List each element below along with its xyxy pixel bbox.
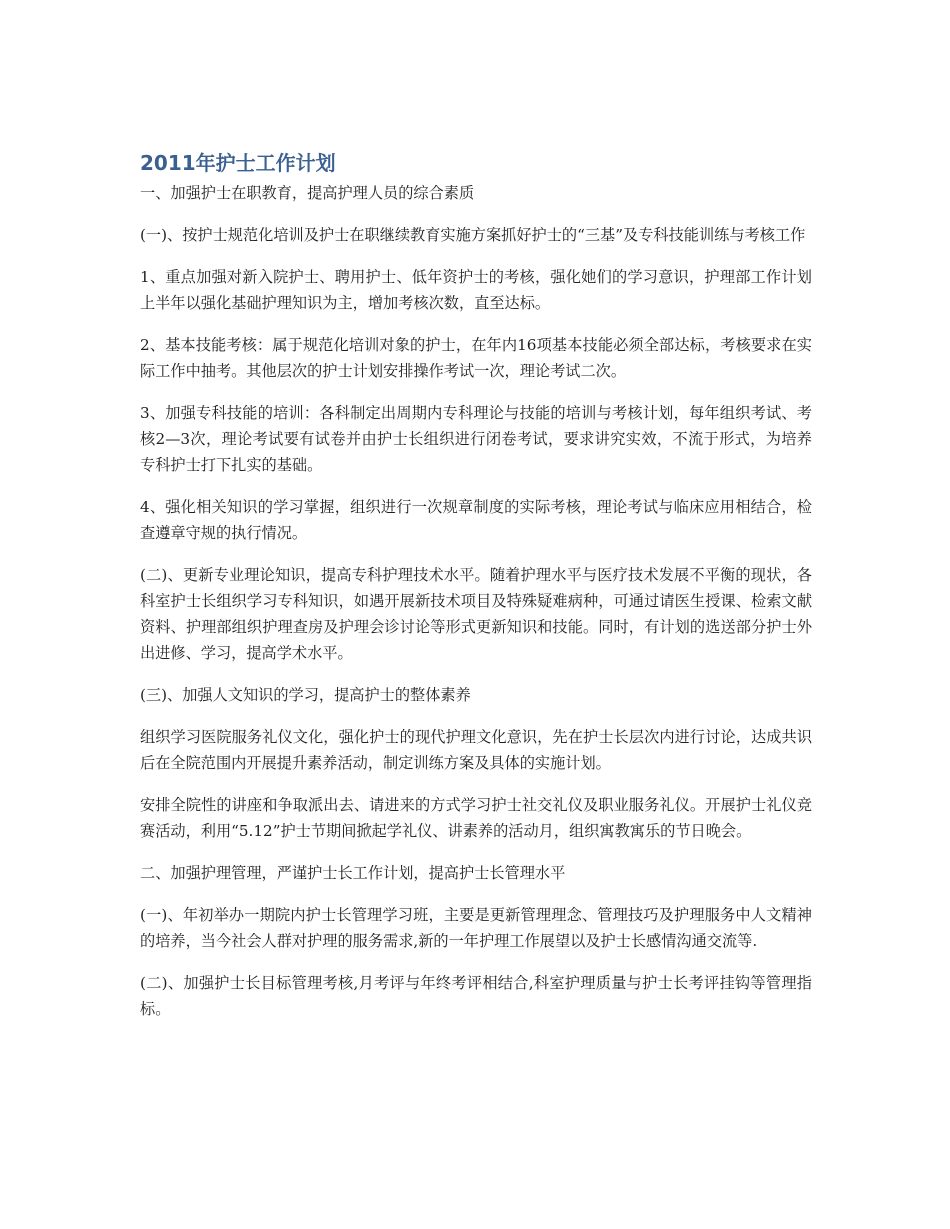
document-title: 2011年护士工作计划 xyxy=(140,151,336,175)
section-heading-2: 二、加强护理管理，严谨护士长工作计划，提高护士长管理水平 xyxy=(140,864,566,882)
subsection-paragraph-2-1: (一)、年初举办一期院内护士长管理学习班，主要是更新管理理念、管理技巧及护理服务中人文精神的培养，当今社会人群对护理的服务需求,新的一年护理工作展望以及护士长感情沟通交流等. xyxy=(140,906,812,950)
list-item-3: 3、加强专科技能的培训：各科制定出周期内专科理论与技能的培训与考核计划，每年组织考试、考核2—3次，理论考试要有试卷并由护士长组织进行闭卷考试，要求讲究实效，不流于形式，为培养专科护士打下扎实的基础。 xyxy=(140,404,812,474)
body-paragraph-2: 安排全院性的讲座和争取派出去、请进来的方式学习护士社交礼仪及职业服务礼仪。开展护士礼仪竞赛活动，利用“5.12”护士节期间掀起学礼仪、讲素养的活动月，组织寓教寓乐的节日晚会。 xyxy=(140,796,812,840)
body-paragraph-1: 组织学习医院服务礼仪文化，强化护士的现代护理文化意识，先在护士长层次内进行讨论，达成共识后在全院范围内开展提升素养活动，制定训练方案及具体的实施计划。 xyxy=(140,728,812,772)
subsection-heading-1-1: (一)、按护士规范化培训及护士在职继续教育实施方案抓好护士的“三基”及专科技能训练与考核工作 xyxy=(140,226,806,244)
subsection-heading-1-3: (三)、加强人文知识的学习，提高护士的整体素养 xyxy=(140,686,471,704)
list-item-1: 1、重点加强对新入院护士、聘用护士、低年资护士的考核，强化她们的学习意识，护理部工作计划上半年以强化基础护理知识为主，增加考核次数，直至达标。 xyxy=(140,268,812,312)
list-item-2: 2、基本技能考核：属于规范化培训对象的护士，在年内16项基本技能必须全部达标，考核要求在实际工作中抽考。其他层次的护士计划安排操作考试一次，理论考试二次。 xyxy=(140,336,812,380)
list-item-4: 4、强化相关知识的学习掌握，组织进行一次规章制度的实际考核，理论考试与临床应用相结合，检查遵章守规的执行情况。 xyxy=(140,498,812,542)
document-page xyxy=(140,148,812,1038)
section-heading-1: 一、加强护士在职教育，提高护理人员的综合素质 xyxy=(140,184,475,202)
subsection-paragraph-1-2: (二)、更新专业理论知识，提高专科护理技术水平。随着护理水平与医疗技术发展不平衡的现状，各科室护士长组织学习专科知识，如遇开展新技术项目及特殊疑难病种，可通过请医生授课、检索文献资料、护理部组织护理查房及护理会诊讨论等形式更新知识和技能。同时，有计划的选送部分护士外出进修、学习，提高学术水平。 xyxy=(140,566,812,662)
subsection-paragraph-2-2: (二)、加强护士长目标管理考核,月考评与年终考评相结合,科室护理质量与护士长考评挂钩等管理指标。 xyxy=(140,974,812,1018)
